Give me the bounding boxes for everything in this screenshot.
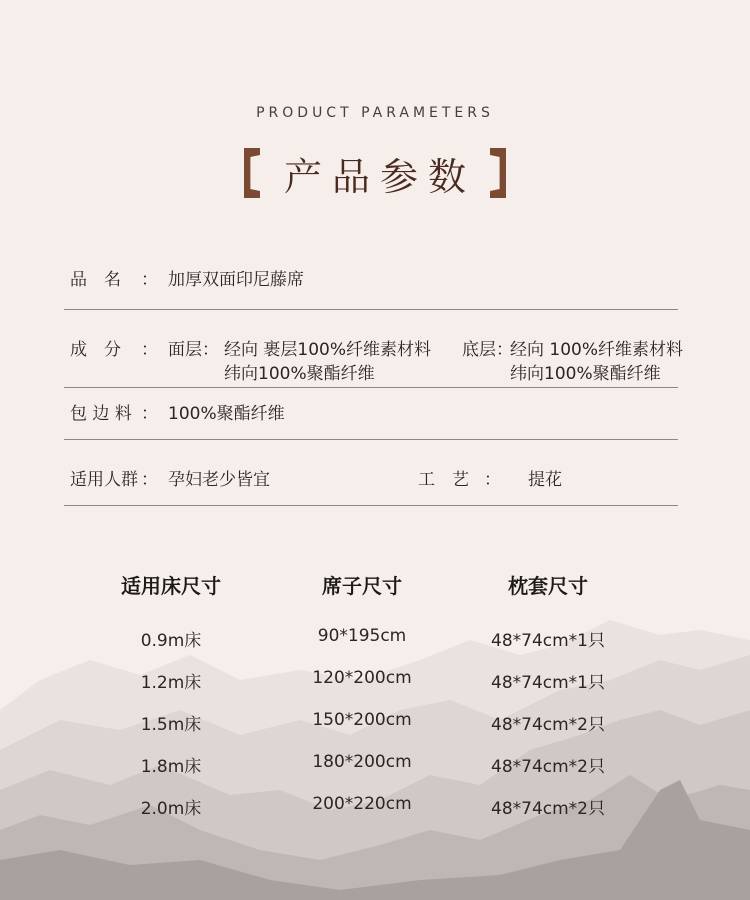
- section-title: [0, 143, 750, 203]
- divider: [64, 439, 678, 440]
- param-colon: ：: [141, 340, 158, 360]
- param-value-suitable: 孕妇老少皆宜: [168, 470, 270, 490]
- bottom-layer-line2: 纬向100%聚酯纤维: [510, 364, 661, 384]
- param-colon: ：: [141, 270, 158, 290]
- left-bracket-icon: [244, 148, 260, 198]
- table-cell: 120*200cm: [312, 668, 412, 688]
- param-label-composition: 成 分: [70, 340, 121, 360]
- table-cell: 1.5m床: [140, 715, 202, 735]
- table-cell: 150*200cm: [312, 710, 412, 730]
- param-label-name: 品 名: [70, 270, 121, 290]
- bottom-layer-label: 底层：: [462, 340, 513, 360]
- table-cell: 1.2m床: [140, 673, 202, 693]
- table-cell: 48*74cm*2只: [491, 757, 605, 777]
- table-cell: 48*74cm*2只: [491, 715, 605, 735]
- section-title-text: 产品参数: [283, 154, 476, 199]
- table-cell: 200*220cm: [312, 794, 412, 814]
- table-cell: 0.9m床: [140, 631, 202, 651]
- param-label-edging: 包 边 料: [70, 404, 132, 424]
- table-header-bed-size: 适用床尺寸: [121, 574, 221, 598]
- param-colon: ：: [484, 470, 501, 490]
- param-colon: ：: [141, 470, 158, 490]
- param-label-craft: 工 艺: [418, 470, 469, 490]
- table-cell: 48*74cm*1只: [491, 673, 605, 693]
- divider: [64, 387, 678, 388]
- face-layer-label: 面层：: [168, 340, 219, 360]
- param-value-name: 加厚双面印尼藤席: [168, 270, 304, 290]
- bottom-layer-line1: 经向 100%纤维素材料: [510, 340, 684, 360]
- param-value-craft: 提花: [528, 470, 562, 490]
- right-bracket-icon: [490, 148, 506, 198]
- table-cell: 1.8m床: [140, 757, 202, 777]
- param-label-suitable: 适用人群: [70, 470, 138, 490]
- divider: [64, 309, 678, 310]
- table-cell: 48*74cm*1只: [491, 631, 605, 651]
- section-subtitle-en: PRODUCT PARAMETERS: [256, 105, 494, 121]
- param-colon: ：: [141, 404, 158, 424]
- table-cell: 48*74cm*2只: [491, 799, 605, 819]
- table-cell: 180*200cm: [312, 752, 412, 772]
- param-value-edging: 100%聚酯纤维: [168, 404, 285, 424]
- table-cell: 90*195cm: [317, 626, 407, 646]
- table-cell: 2.0m床: [140, 799, 202, 819]
- table-header-mat-size: 席子尺寸: [322, 574, 402, 598]
- face-layer-line1: 经向 裹层100%纤维素材料: [224, 340, 432, 360]
- table-header-pillow-size: 枕套尺寸: [508, 574, 588, 598]
- face-layer-line2: 纬向100%聚酯纤维: [224, 364, 375, 384]
- divider: [64, 505, 678, 506]
- param-row-composition: [64, 335, 684, 385]
